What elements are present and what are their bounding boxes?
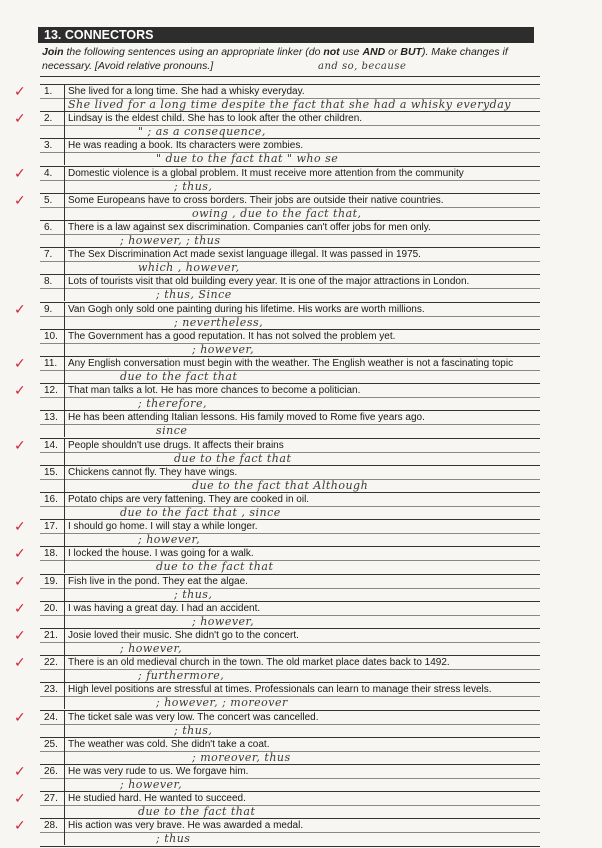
item-sentence: Fish live in the pond. They eat the algae.	[68, 575, 248, 587]
handwritten-answer: ; however,	[192, 614, 255, 628]
row-number-divider	[64, 193, 65, 220]
item-sentence: That man talks a lot. He has more chances to become a politician.	[68, 385, 361, 397]
item-sentence: The Government has a good reputation. It has not solved the problem yet.	[68, 330, 396, 342]
item-sentence: I locked the house. I was going for a walk.	[68, 548, 254, 560]
row-top-rule	[40, 710, 540, 711]
row-number-divider	[64, 247, 65, 274]
handwritten-answer: She lived for a long time despite the fact that she had a whisky everyday	[68, 98, 511, 111]
item-number: 11.	[44, 358, 58, 369]
item-sentence: Josie loved their music. She didn't go to the concert.	[68, 630, 299, 641]
handwritten-answer: due to the fact that	[174, 451, 292, 465]
row-top-rule	[40, 601, 540, 602]
item-sentence: The ticket sale was very low. The concert was cancelled.	[68, 711, 319, 723]
row-number-divider	[64, 465, 65, 492]
handwritten-answer: due to the fact that	[120, 370, 238, 383]
row-top-rule	[40, 791, 540, 792]
item-sentence: There is an old medieval church in the town. The old market place dates back to 1492.	[68, 657, 450, 669]
row-mid-rule	[40, 805, 540, 806]
row-number-divider	[64, 682, 65, 709]
row-number-divider	[64, 655, 65, 682]
item-number: 26.	[44, 766, 58, 777]
item-sentence: Chickens cannot fly. They have wings.	[68, 466, 238, 478]
handwritten-answer: ; however,	[138, 533, 201, 547]
handwritten-answer: ; however, ; thus	[120, 234, 221, 247]
item-sentence: The Sex Discrimination Act made sexist language illegal. It was passed in 1975.	[68, 249, 421, 261]
check-mark-icon: ✓	[14, 709, 26, 726]
item-number: 22.	[44, 657, 58, 669]
item-number: 18.	[44, 548, 58, 560]
handwritten-answer: ; thus,	[174, 587, 213, 601]
check-mark-icon: ✓	[14, 791, 26, 808]
handwritten-answer: " due to the fact that " who se	[156, 152, 339, 166]
item-number: 2.	[44, 113, 53, 125]
item-sentence: There is a law against sex discrimination. Companies can't offer jobs for men only.	[68, 222, 431, 233]
row-number-divider	[64, 737, 65, 764]
row-top-rule	[40, 302, 540, 303]
item-number: 19.	[44, 575, 58, 587]
handwritten-answer: ; thus,	[174, 179, 213, 193]
item-sentence: His action was very brave. He was awarded a medal.	[68, 820, 304, 832]
check-mark-icon: ✓	[14, 111, 26, 128]
row-top-rule	[40, 628, 540, 629]
section-header: 13. CONNECTORS	[38, 27, 534, 43]
item-number: 6.	[44, 222, 53, 233]
row-top-rule	[40, 465, 540, 466]
check-mark-icon: ✓	[14, 818, 26, 835]
instructions-text-1: the following sentences using an appropriate linker (do	[63, 46, 324, 58]
check-mark-icon: ✓	[14, 437, 26, 454]
instructions-text-3: ). Make changes if necessary. [Avoid relative pronouns.]	[42, 46, 508, 72]
item-number: 10.	[44, 330, 58, 342]
item-number: 4.	[44, 167, 53, 179]
handwritten-answer: ; thus, Since	[156, 288, 232, 302]
row-mid-rule	[40, 832, 540, 833]
item-number: 21.	[44, 630, 58, 641]
row-top-rule	[40, 818, 540, 819]
row-mid-rule	[40, 506, 540, 507]
handwritten-answer: ; however, ; moreover	[156, 696, 288, 710]
row-number-divider	[64, 329, 65, 356]
handwritten-answer: due to the fact that , since	[120, 506, 281, 519]
row-top-rule	[40, 546, 540, 547]
item-number: 24.	[44, 711, 58, 723]
row-top-rule	[40, 519, 540, 520]
handwritten-answer: due to the fact that Although	[192, 478, 369, 492]
item-number: 5.	[44, 194, 53, 206]
row-top-rule	[40, 655, 540, 656]
check-mark-icon: ✓	[14, 301, 26, 318]
item-sentence: He was reading a book. Its characters were zombies.	[68, 140, 304, 152]
item-number: 8.	[44, 276, 53, 288]
handwritten-answer: ; therefore,	[138, 397, 207, 411]
row-number-divider	[64, 383, 65, 410]
row-mid-rule	[40, 316, 540, 317]
check-mark-icon: ✓	[14, 655, 26, 672]
item-sentence: Van Gogh only sold one painting during his lifetime. His works are worth millions.	[68, 303, 425, 315]
item-sentence: He was very rude to us. We forgave him.	[68, 766, 249, 777]
row-number-divider	[64, 166, 65, 193]
check-mark-icon: ✓	[14, 84, 26, 100]
handwritten-answer: ; however,	[120, 642, 183, 655]
item-sentence: High level positions are stressful at times. Professionals can learn to manage their stress levels.	[68, 684, 492, 696]
row-mid-rule	[40, 397, 540, 398]
item-number: 23.	[44, 684, 58, 696]
row-number-divider	[64, 356, 65, 383]
item-number: 14.	[44, 439, 58, 451]
row-number-divider	[64, 601, 65, 628]
item-number: 13.	[44, 412, 58, 424]
row-top-rule	[40, 737, 540, 738]
row-top-rule	[40, 682, 540, 683]
row-mid-rule	[40, 370, 540, 371]
list-bottom-rule	[40, 846, 540, 847]
instructions-lead: Join	[42, 46, 64, 58]
instructions-divider	[40, 76, 540, 77]
item-number: 17.	[44, 521, 58, 533]
handwritten-answer: due to the fact that	[138, 805, 256, 819]
row-top-rule	[40, 764, 540, 765]
check-mark-icon: ✓	[14, 356, 26, 372]
item-number: 7.	[44, 249, 53, 261]
instructions-text-2: use	[339, 46, 363, 58]
instructions-but: BUT	[400, 46, 422, 58]
row-mid-rule	[40, 125, 540, 126]
handwritten-answer: ; nevertheless,	[174, 315, 264, 329]
row-top-rule	[40, 356, 540, 357]
item-sentence: Lindsay is the eldest child. She has to look after the other children.	[68, 113, 363, 125]
row-top-rule	[40, 383, 540, 384]
item-number: 12.	[44, 385, 58, 397]
check-mark-icon: ✓	[14, 546, 26, 563]
handwritten-answer: ; thus,	[174, 723, 213, 737]
row-top-rule	[40, 111, 540, 112]
item-sentence: Domestic violence is a global problem. It must receive more attention from the community	[68, 167, 464, 179]
row-number-divider	[64, 492, 65, 519]
margin-note: and so, because	[318, 61, 407, 72]
row-mid-rule	[40, 778, 540, 779]
handwritten-answer: ; thus	[156, 832, 191, 846]
row-top-rule	[40, 410, 540, 411]
item-sentence: Potato chips are very fattening. They are cooked in oil.	[68, 494, 310, 505]
item-number: 3.	[44, 140, 53, 152]
instructions-and: AND	[362, 46, 386, 58]
row-number-divider	[64, 220, 65, 247]
row-number-divider	[64, 111, 65, 138]
handwritten-answer: owing , due to the fact that,	[192, 206, 362, 220]
check-mark-icon: ✓	[14, 165, 26, 182]
row-mid-rule	[40, 615, 540, 616]
handwritten-answer: ; moreover, thus	[192, 750, 291, 764]
item-number: 28.	[44, 820, 58, 832]
row-top-rule	[40, 84, 540, 85]
item-number: 9.	[44, 303, 53, 315]
handwritten-answer: which , however,	[138, 261, 240, 275]
row-mid-rule	[40, 533, 540, 534]
instructions	[42, 45, 538, 73]
row-top-rule	[40, 138, 540, 139]
row-mid-rule	[40, 724, 540, 725]
item-sentence: Any English conversation must begin with the weather. The English weather is not a fascinating topic	[68, 358, 514, 369]
instructions-not: not	[323, 46, 340, 58]
item-sentence: The weather was cold. She didn't take a coat.	[68, 738, 270, 750]
row-number-divider	[64, 274, 65, 301]
row-mid-rule	[40, 343, 540, 344]
instructions-or: or	[385, 46, 401, 58]
row-number-divider	[64, 84, 65, 111]
row-number-divider	[64, 410, 65, 437]
row-top-rule	[40, 438, 540, 439]
check-mark-icon: ✓	[14, 573, 26, 590]
item-sentence: People shouldn't use drugs. It affects their brains	[68, 439, 284, 451]
row-number-divider	[64, 628, 65, 655]
item-sentence: Some Europeans have to cross borders. Their jobs are outside their native countries.	[68, 194, 444, 206]
row-number-divider	[64, 574, 65, 601]
row-mid-rule	[40, 180, 540, 181]
row-mid-rule	[40, 234, 540, 235]
row-number-divider	[64, 710, 65, 737]
item-number: 20.	[44, 602, 58, 614]
row-number-divider	[64, 302, 65, 329]
check-mark-icon: ✓	[14, 519, 26, 536]
row-mid-rule	[40, 261, 540, 262]
item-sentence: I was having a great day. I had an accident.	[68, 602, 261, 614]
row-number-divider	[64, 764, 65, 791]
row-mid-rule	[40, 669, 540, 670]
row-top-rule	[40, 247, 540, 248]
check-mark-icon: ✓	[14, 628, 26, 644]
row-number-divider	[64, 546, 65, 573]
item-number: 27.	[44, 793, 58, 805]
handwritten-answer: ; however,	[192, 342, 255, 356]
item-number: 16.	[44, 494, 58, 505]
check-mark-icon: ✓	[14, 383, 26, 400]
row-top-rule	[40, 193, 540, 194]
handwritten-answer: " ; as a consequence,	[138, 125, 266, 139]
row-top-rule	[40, 220, 540, 221]
check-mark-icon: ✓	[14, 764, 26, 780]
item-sentence: She lived for a long time. She had a whisky everyday.	[68, 86, 305, 97]
row-number-divider	[64, 438, 65, 465]
row-number-divider	[64, 818, 65, 845]
item-number: 15.	[44, 466, 58, 478]
row-mid-rule	[40, 288, 540, 289]
check-mark-icon: ✓	[14, 600, 26, 617]
item-number: 1.	[44, 86, 53, 97]
row-mid-rule	[40, 560, 540, 561]
item-sentence: I should go home. I will stay a while longer.	[68, 521, 258, 533]
row-mid-rule	[40, 424, 540, 425]
item-sentence: He has been attending Italian lessons. His family moved to Rome five years ago.	[68, 412, 425, 424]
row-number-divider	[64, 791, 65, 818]
item-sentence: He studied hard. He wanted to succeed.	[68, 793, 246, 805]
handwritten-answer: ; however,	[120, 778, 183, 791]
item-sentence: Lots of tourists visit that old building every year. It is one of the major attractions in London.	[68, 276, 470, 288]
row-number-divider	[64, 519, 65, 546]
row-mid-rule	[40, 588, 540, 589]
row-top-rule	[40, 574, 540, 575]
row-top-rule	[40, 329, 540, 330]
row-mid-rule	[40, 642, 540, 643]
item-number: 25.	[44, 738, 58, 750]
row-top-rule	[40, 166, 540, 167]
row-top-rule	[40, 492, 540, 493]
row-mid-rule	[40, 696, 540, 697]
handwritten-answer: since	[156, 424, 188, 438]
handwritten-answer: due to the fact that	[156, 560, 274, 574]
check-mark-icon: ✓	[14, 192, 26, 209]
row-number-divider	[64, 138, 65, 165]
handwritten-answer: ; furthermore,	[138, 669, 225, 683]
row-top-rule	[40, 274, 540, 275]
